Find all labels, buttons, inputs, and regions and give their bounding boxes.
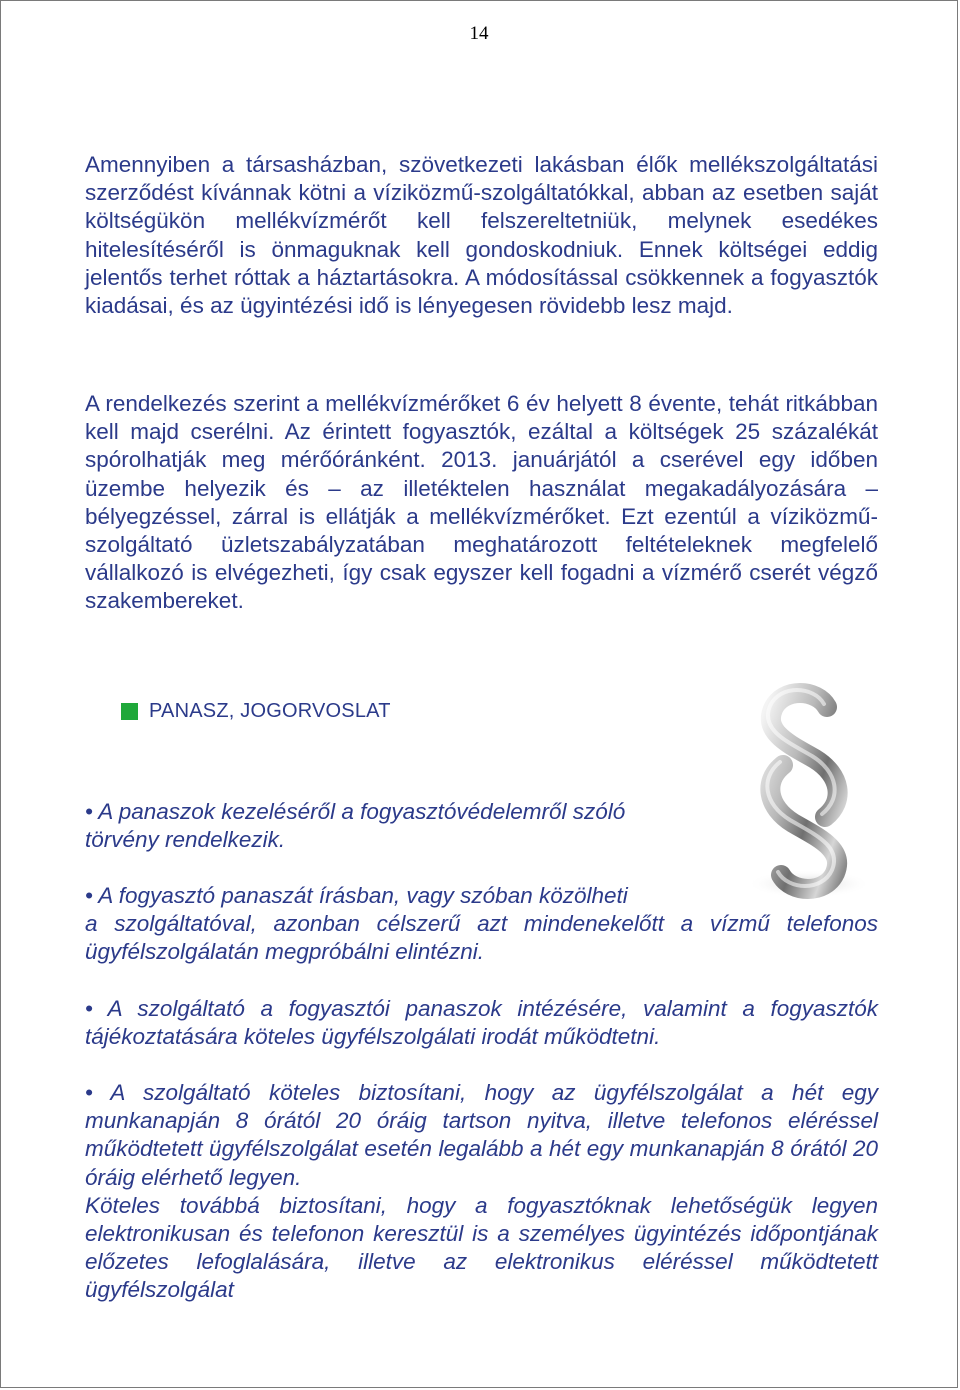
- bullet-text-first-line: • A fogyasztó panaszát írásban, vagy szóban közölheti: [85, 883, 628, 908]
- bullet-text: • A szolgáltató köteles biztosítani, hogy az ügyfélszolgálat a hét egy munkanapján 8 órától 20 óráig tartson nyitva, illetve telefonos eléréssel működtetett ügyfélszolgálat esetén legalább a hét egy munkanapján 8 órától 20 óráig elérhető legyen.: [85, 1080, 878, 1190]
- paragraph-meter-replacement: [85, 390, 878, 616]
- section-heading: [121, 700, 391, 723]
- bullet-opening-hours: [85, 1079, 878, 1305]
- paragraph-symbol-icon: [729, 679, 877, 904]
- bullet-text: • A panaszok kezeléséről a fogyasztóvédelemről szóló törvény rendelkezik.: [85, 799, 626, 853]
- bullet-complaint-submission: [85, 882, 878, 967]
- bullet-text: • A szolgáltató a fogyasztói panaszok intézésére, valamint a fogyasztók tájékoztatására köteles ügyfélszolgálati irodát működtetni.: [85, 996, 878, 1050]
- paragraph-submetering: [85, 151, 878, 320]
- bullet-customer-office: [85, 995, 878, 1051]
- page-number: 14: [469, 23, 489, 44]
- bullet-complaints-law: [85, 798, 705, 854]
- section-title: PANASZ, JOGORVOSLAT: [149, 700, 391, 722]
- bullet-text: a szolgáltatóval, azonban célszerű azt mindenekelőtt a vízmű telefonos ügyfélszolgálatán megpróbálni elintézni.: [85, 911, 878, 965]
- paragraph-text: A rendelkezés szerint a mellékvízmérőket 6 év helyett 8 évente, tehát ritkábban kell majd cserélni. Az érintett fogyasztók, ezáltal a költségek 25 százalékát spórolhatják meg mérőóránként. 2013. januárjától a cserével egy időben üzembe helyezik és – az illetéktelen használat megakadályozására – bélyegzéssel, zárral is ellátják a mellékvízmérőket. Ezt ezentúl a víziközmű-szolgáltató üzletszabályzatában meghatározott feltételeknek megfelelő vállalkozó is elvégezheti, így csak egyszer kell fogadni a vízmérő cserét végző szakembereket.: [85, 391, 878, 614]
- bullet-continuation-text: Köteles továbbá biztosítani, hogy a fogyasztóknak lehetőségük legyen elektronikusan és telefonon keresztül is a személyes ügyintézés időpontjának előzetes lefoglalására, illetve az elektronikus eléréssel működtetett ügyfélszolgálat: [85, 1192, 878, 1303]
- green-square-icon: [121, 703, 138, 720]
- paragraph-text: Amennyiben a társasházban, szövetkezeti lakásban élők mellékszolgáltatási szerződést kívánnak kötni a víziközmű-szolgáltatókkal, abban az esetben saját költségükön mellékvízmérőt kell felszereltetniük, melynek esedékes hitelesítéséről is önmaguknak kell gondoskodniuk. Ennek költségei eddig jelentős terhet róttak a háztartásokra. A módosítással csökkennek a fogyasztók kiadásai, és az ügyintézési idő is lényegesen rövidebb lesz majd.: [85, 152, 878, 319]
